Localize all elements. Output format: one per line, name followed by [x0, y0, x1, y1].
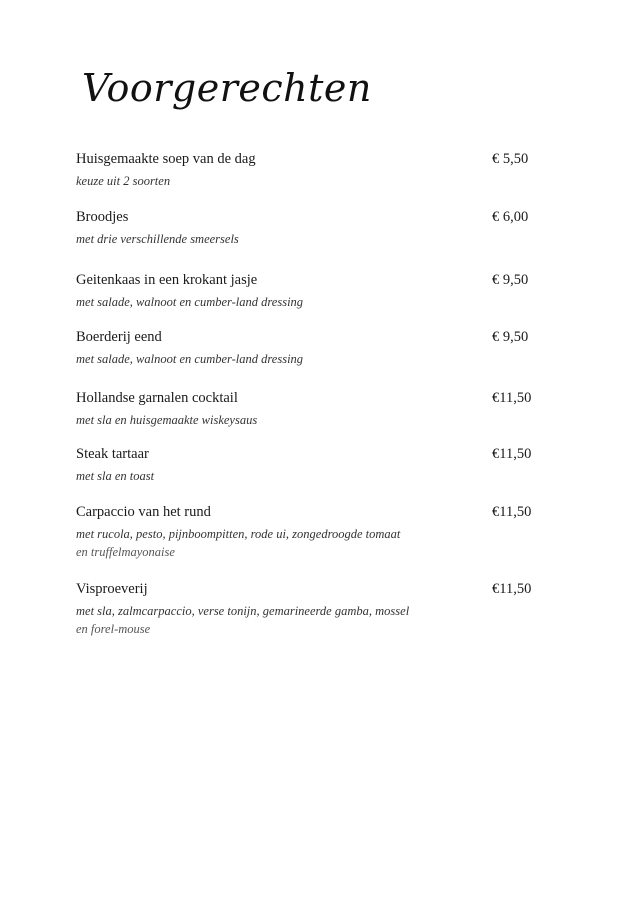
menu-item-name: Geitenkaas in een krokant jasje — [76, 272, 258, 288]
menu-item — [76, 580, 536, 638]
menu-item — [76, 208, 536, 248]
menu-item-name: Steak tartaar — [76, 446, 149, 462]
menu-item — [76, 389, 536, 429]
menu-item-price: €11,50 — [492, 390, 532, 406]
menu-item — [76, 503, 536, 561]
menu-item — [76, 445, 536, 485]
menu-list — [76, 150, 536, 638]
menu-item-description: met salade, walnoot en cumber-land dressing — [76, 352, 304, 366]
menu-item-price: €11,50 — [492, 504, 532, 520]
menu-item-description: met drie verschillende smeersels — [76, 232, 239, 246]
menu-item-name: Hollandse garnalen cocktail — [76, 390, 238, 406]
menu-item-name: Boerderij eend — [76, 329, 162, 345]
menu-item-name: Carpaccio van het rund — [76, 504, 211, 520]
menu-item-description: met salade, walnoot en cumber-land dressing — [76, 295, 304, 309]
menu-item-name: Huisgemaakte soep van de dag — [76, 151, 256, 167]
menu-item-description-continued: en forel-mouse — [76, 622, 151, 636]
menu-item-description: keuze uit 2 soorten — [76, 174, 171, 188]
menu-item — [76, 328, 536, 368]
menu-item-name: Visproeverij — [76, 581, 148, 597]
menu-item-price: € 6,00 — [492, 209, 529, 225]
menu-item-price: €11,50 — [492, 581, 532, 597]
menu-item — [76, 150, 536, 190]
menu-item-price: € 9,50 — [492, 329, 529, 345]
menu-item-description: met sla en huisgemaakte wiskeysaus — [76, 413, 258, 427]
menu-item-name: Broodjes — [76, 209, 129, 225]
menu-item-description: met rucola, pesto, pijnboompitten, rode ui, zongedroogde tomaat — [76, 527, 401, 541]
menu-item-description: met sla, zalmcarpaccio, verse tonijn, gemarineerde gamba, mossel — [76, 604, 410, 618]
menu-item-price: € 9,50 — [492, 272, 529, 288]
page-title: Voorgerechten — [82, 66, 372, 110]
menu-item-price: € 5,50 — [492, 151, 529, 167]
menu-item — [76, 271, 536, 311]
menu-item-price: €11,50 — [492, 446, 532, 462]
menu-item-description-continued: en truffelmayonaise — [76, 545, 175, 559]
menu-item-description: met sla en toast — [76, 469, 155, 483]
